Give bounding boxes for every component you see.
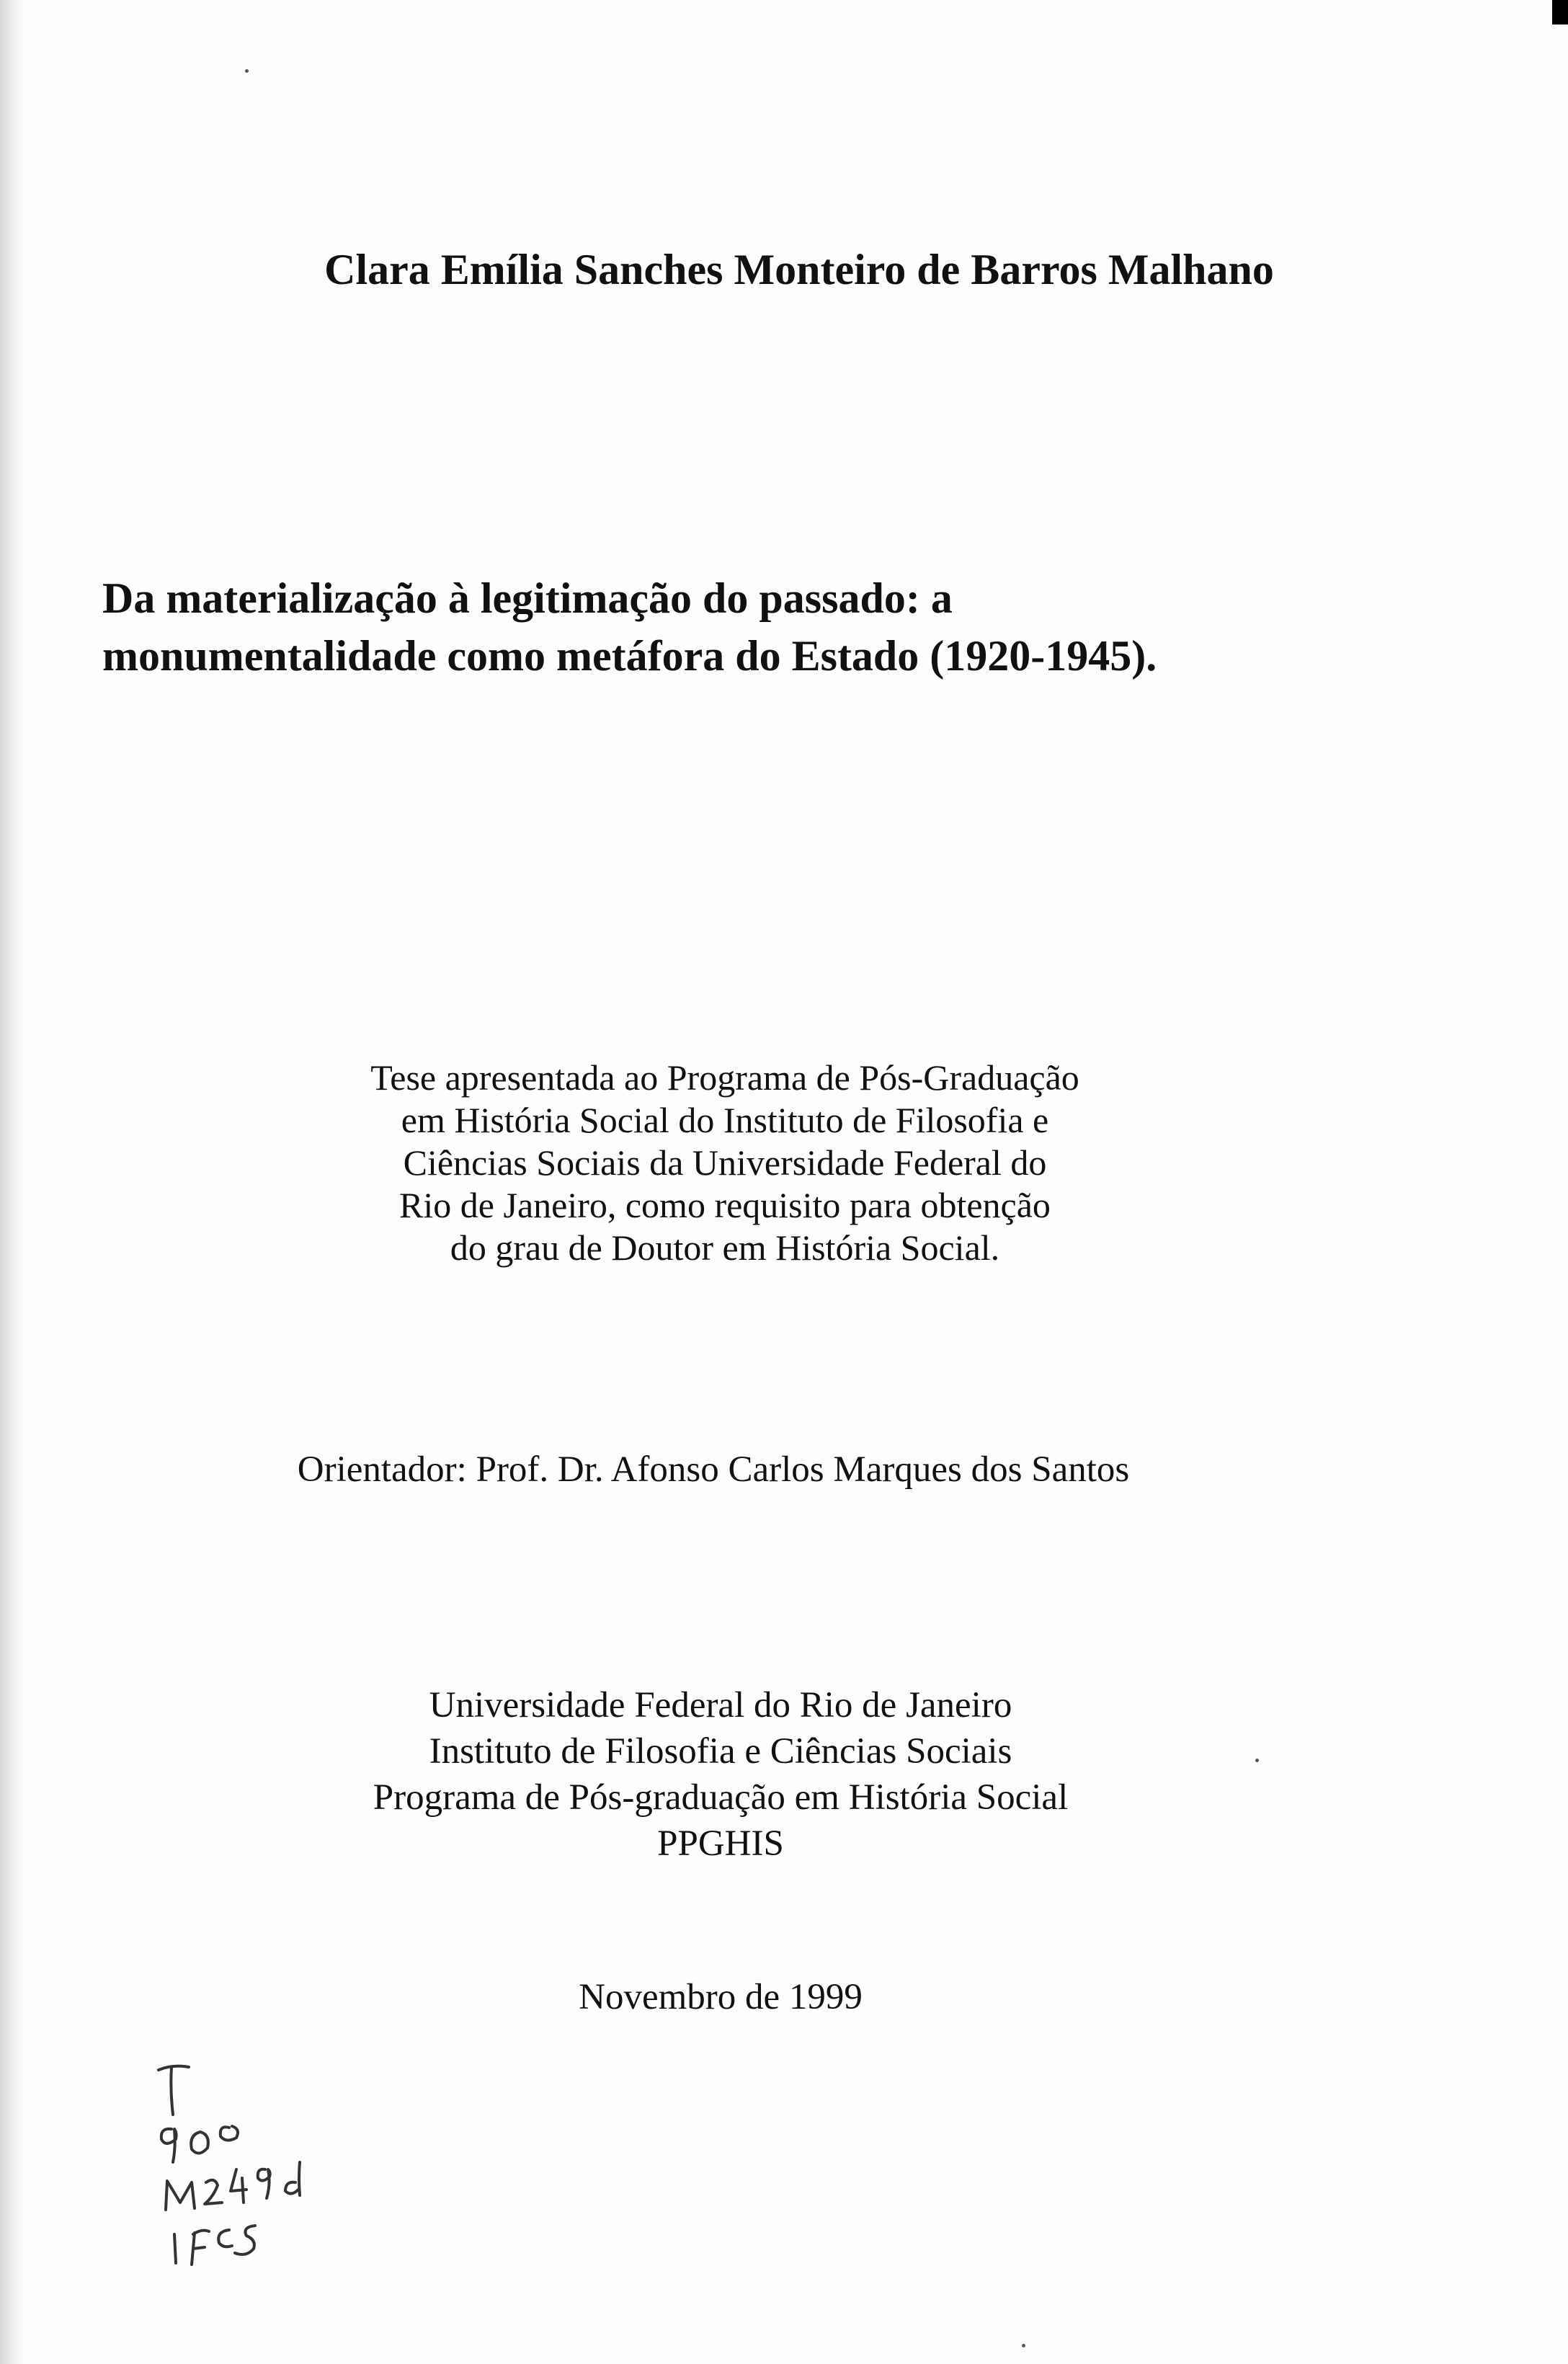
scan-speck [1022, 2344, 1025, 2347]
handwritten-glyph [205, 2180, 222, 2204]
handwritten-glyph [235, 2226, 255, 2254]
handwritten-glyph [242, 2178, 244, 2203]
date: Novembro de 1999 [579, 1977, 863, 2017]
thesis-statement-line: Ciências Sociais da Universidade Federal do [403, 1142, 1047, 1183]
thesis-statement-line: Rio de Janeiro, como requisito para obtenção [399, 1185, 1051, 1225]
handwritten-glyph [166, 2181, 195, 2210]
institution-line: PPGHIS [657, 1823, 784, 1864]
handwritten-catalog-number [144, 2054, 375, 2278]
institution-line: Universidade Federal do Rio de Janeiro [429, 1685, 1012, 1725]
scan-edge-shadow [0, 0, 24, 2364]
institution-block [288, 1682, 1153, 1867]
thesis-statement [314, 1057, 1136, 1269]
handwritten-glyph [193, 2231, 209, 2234]
handwritten-glyph [299, 2162, 300, 2195]
handwritten-glyph [159, 2066, 189, 2070]
handwritten-glyph [191, 2132, 208, 2154]
thesis-title-line: Da materialização à legitimação do passado: a [102, 574, 953, 622]
handwritten-glyph [285, 2182, 298, 2194]
author-name: Clara Emília Sanches Monteiro de Barros Malhano [324, 246, 1274, 293]
handwritten-glyph [171, 2067, 173, 2115]
thesis-statement-line: em História Social do Instituto de Filosofia e [401, 1100, 1049, 1140]
thesis-title-line: monumentalidade como metáfora do Estado (1920-1945). [102, 632, 1157, 680]
scan-speck [1255, 1759, 1259, 1762]
handwritten-glyph [193, 2247, 205, 2249]
institution-line: Instituto de Filosofia e Ciências Sociais [429, 1731, 1012, 1772]
handwritten-glyph [218, 2230, 232, 2247]
handwritten-glyph [161, 2129, 177, 2162]
institution-line: Programa de Pós-graduação em História Social [373, 1777, 1069, 1818]
handwritten-glyph [220, 2126, 238, 2141]
scan-corner-mark [1552, 0, 1568, 25]
thesis-statement-line: Tese apresentada ao Programa de Pós-Graduação [370, 1057, 1079, 1098]
handwritten-glyph [258, 2169, 270, 2198]
advisor: Orientador: Prof. Dr. Afonso Carlos Marques dos Santos [297, 1449, 1130, 1490]
handwritten-glyph [174, 2234, 176, 2263]
thesis-title [102, 569, 1507, 685]
scan-speck [245, 69, 249, 73]
thesis-statement-line: do grau de Doutor em História Social. [450, 1227, 1000, 1268]
